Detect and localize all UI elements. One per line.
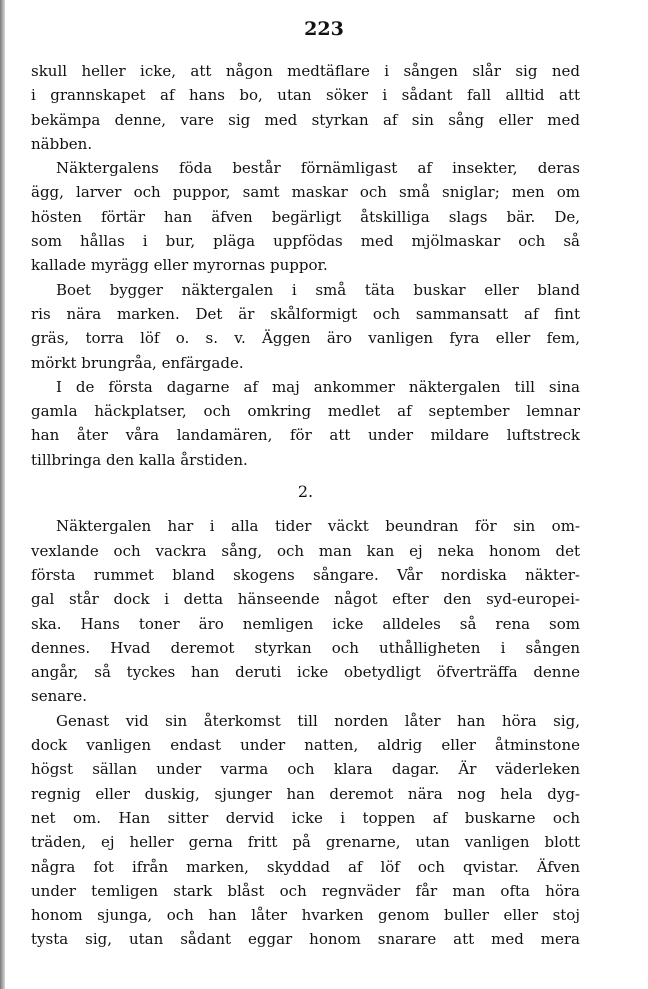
text-line: Boet bygger näktergalen i små täta buskar eller bland [56,280,580,299]
text-line: gamla häckplatser, och omkring medlet af september lemnar [31,402,580,421]
text-line: regnig eller duskig, sjunger han deremot nära nog hela dyg- [31,784,580,803]
text-line: skull heller icke, att någon medtäflare i sången slår sig ned [31,62,580,80]
text-line: hösten förtär han äfven begärligt åtskilliga slags bär. De, [31,207,580,226]
text-line: gräs, torra löf o. s. v. Äggen äro vanligen fyra eller fem, [31,329,580,348]
text-line: ris nära marken. Det är skålformigt och sammansatt af fint [31,304,580,323]
section-1 [31,59,580,472]
text-line: ska. Hans toner äro nemligen icke alldeles så rena som [31,614,580,633]
page-number: 223 [304,18,344,40]
text-line: träden, ej heller gerna fritt på grenarne, utan vanligen blott [31,833,580,852]
text-line: i grannskapet af hans bo, utan söker i sådant fall alltid att [31,86,580,105]
text-line: han åter våra landamären, för att under mildare luftstreck [31,426,580,445]
text-line: net om. Han sitter dervid icke i toppen af buskarne och [31,808,580,827]
page-body [31,59,580,952]
text-line: dock vanligen endast under natten, aldrig eller åtminstone [31,736,580,755]
text-line: senare. [31,687,87,706]
page-edge-shadow [0,0,5,989]
text-line: bekämpa denne, vare sig med styrkan af sin sång eller med [31,110,580,129]
text-line: mörkt brungråa, enfärgade. [31,353,244,372]
section-heading: 2. [297,482,314,502]
text-line: Näktergalens föda består förnämligast af insekter, deras [56,159,580,178]
text-line: ägg, larver och puppor, samt maskar och små sniglar; men om [31,183,580,202]
text-line: några fot ifrån marken, skyddad af löf och qvistar. Äfven [31,857,580,876]
section-2 [31,514,580,951]
text-line: näbben. [31,134,93,153]
text-line: Genast vid sin återkomst till norden låter han höra sig, [56,711,580,730]
text-line: under temligen stark blåst och regnväder får man ofta höra [31,881,580,900]
text-line: första rummet bland skogens sångare. Vår nordiska näkter- [31,565,580,584]
text-line: vexlande och vackra sång, och man kan ej neka honom det [31,541,580,560]
text-line: tysta sig, utan sådant eggar honom snarare att med mera [31,930,580,949]
text-line: gal står dock i detta hänseende något efter den syd-europei- [31,590,580,609]
text-line: I de första dagarne af maj ankommer näktergalen till sina [56,377,580,396]
text-line: högst sällan under varma och klara dagar. Är väderleken [31,760,580,779]
text-line: dennes. Hvad deremot styrkan och uthålligheten i sången [31,638,580,657]
text-line: Näktergalen har i alla tider väckt beundran för sin om- [56,517,580,536]
text-line: tillbringa den kalla årstiden. [31,450,248,469]
text-line: angår, så tyckes han deruti icke obetydligt öfverträffa denne [31,663,580,682]
text-line: kallade myrägg eller myrornas puppor. [31,256,328,275]
text-line: honom sjunga, och han låter hvarken genom buller eller stoj [31,906,580,925]
text-line: som hållas i bur, pläga uppfödas med mjölmaskar och så [31,232,580,251]
